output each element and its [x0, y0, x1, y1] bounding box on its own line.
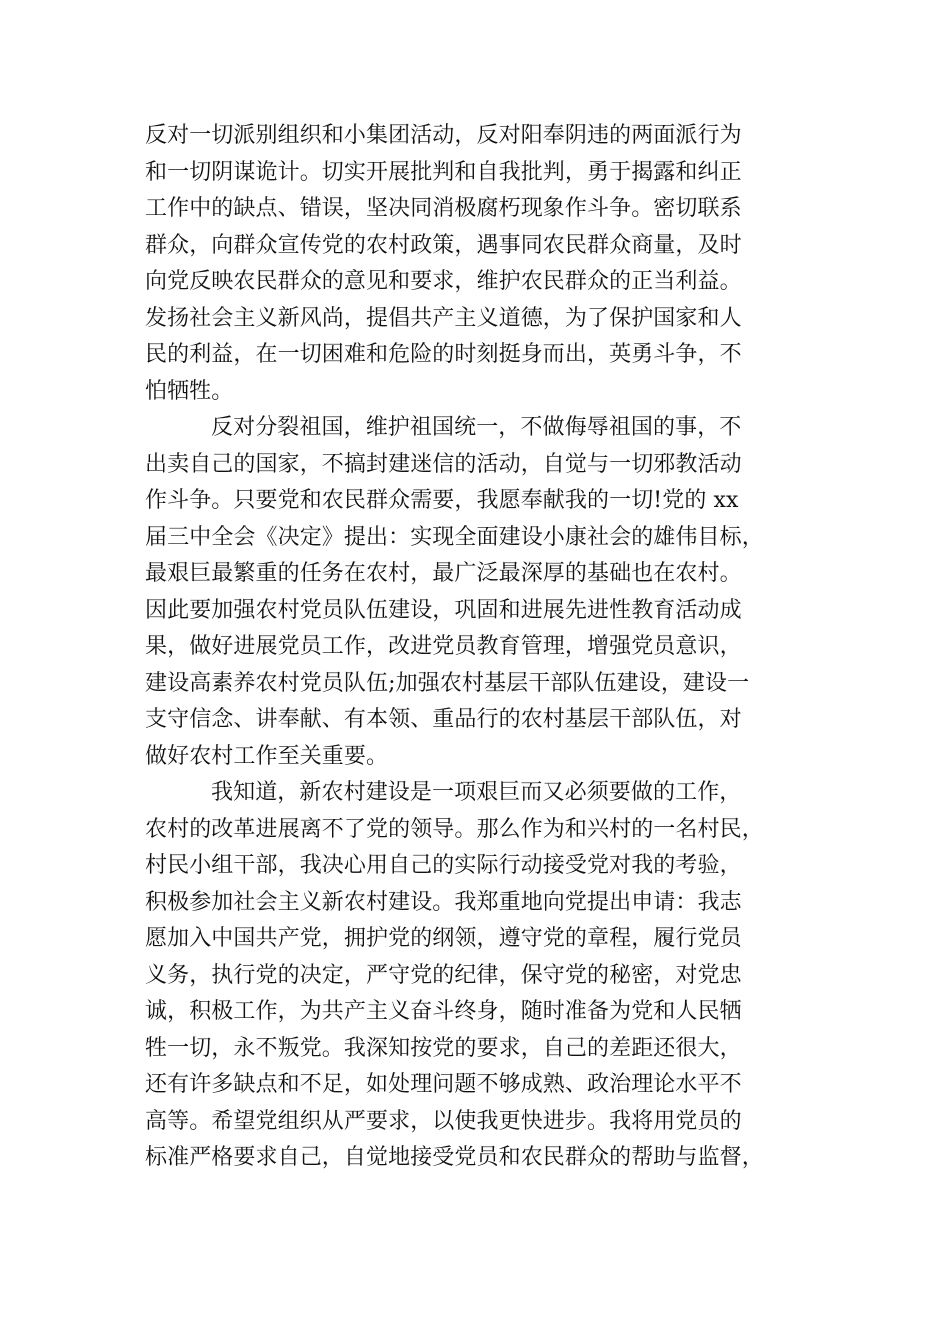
text-line: 民的利益，在一切困难和危险的时刻挺身而出，英勇斗争，不 — [145, 342, 742, 367]
text-line: 向党反映农民群众的意见和要求，维护农民群众的正当利益。 — [145, 269, 742, 294]
text-line: 建设高素养农村党员队伍;加强农村基层干部队伍建设，建设一 — [145, 670, 750, 696]
text-line: 最艰巨最繁重的任务在农村，最广泛最深厚的基础也在农村。 — [145, 561, 742, 586]
text-line: 标准严格要求自己，自觉地接受党员和农民群众的帮助与监督， — [145, 1145, 764, 1170]
text-line: 出卖自己的国家，不搞封建迷信的活动，自觉与一切邪教活动 — [145, 451, 742, 477]
text-line: 农村的改革进展离不了党的领导。那么作为和兴村的一名村民， — [145, 816, 764, 842]
text-line: 因此要加强农村党员队伍建设，巩固和进展先进性教育活动成 — [145, 597, 742, 623]
text-line: 工作中的缺点、错误，坚决同消极腐朽现象作斗争。密切联系 — [145, 196, 742, 221]
paragraph-2 — [145, 410, 805, 775]
text-line: 和一切阴谋诡计。切实开展批判和自我批判，勇于揭露和纠正 — [145, 159, 742, 185]
text-line: 反对分裂祖国，维护祖国统一，不做侮辱祖国的事，不 — [211, 415, 742, 440]
text-line: 果，做好进展党员工作，改进党员教育管理，增强党员意识， — [145, 634, 742, 659]
text-line: 村民小组干部，我决心用自己的实际行动接受党对我的考验， — [145, 853, 742, 878]
paragraph-1 — [145, 118, 805, 410]
text-line: 反对一切派别组织和小集团活动，反对阳奉阴违的两面派行为 — [145, 123, 742, 148]
text-line: 怕牺牲。 — [145, 378, 234, 404]
text-line: 诚，积极工作，为共产主义奋斗终身，随时准备为党和人民牺 — [145, 999, 742, 1024]
text-line: 高等。希望党组织从严要求，以使我更快进步。我将用党员的 — [145, 1108, 742, 1134]
paragraph-3 — [145, 775, 805, 1177]
text-line: 做好农村工作至关重要。 — [145, 743, 389, 769]
text-line: 届三中全会《决定》提出：实现全面建设小康社会的雄伟目标， — [145, 524, 764, 550]
text-line: 积极参加社会主义新农村建设。我郑重地向党提出申请：我志 — [145, 889, 742, 915]
text-line: 群众，向群众宣传党的农村政策，遇事同农民群众商量，及时 — [145, 232, 742, 258]
text-line: 发扬社会主义新风尚，提倡共产主义道德，为了保护国家和人 — [145, 305, 742, 331]
text-line: 牲一切，永不叛党。我深知按党的要求，自己的差距还很大， — [145, 1035, 742, 1061]
text-line: 作斗争。只要党和农民群众需要，我愿奉献我的一切!党的 xx — [145, 488, 739, 513]
text-line: 义务，执行党的决定，严守党的纪律，保守党的秘密，对党忠 — [145, 962, 742, 988]
text-line: 支守信念、讲奉献、有本领、重品行的农村基层干部队伍，对 — [145, 707, 742, 732]
text-line: 愿加入中国共产党，拥护党的纲领，遵守党的章程，履行党员 — [145, 926, 742, 951]
text-line: 还有许多缺点和不足，如处理问题不够成熟、政治理论水平不 — [145, 1072, 742, 1097]
text-line: 我知道，新农村建设是一项艰巨而又必须要做的工作， — [211, 780, 742, 805]
document-body — [145, 118, 805, 1177]
